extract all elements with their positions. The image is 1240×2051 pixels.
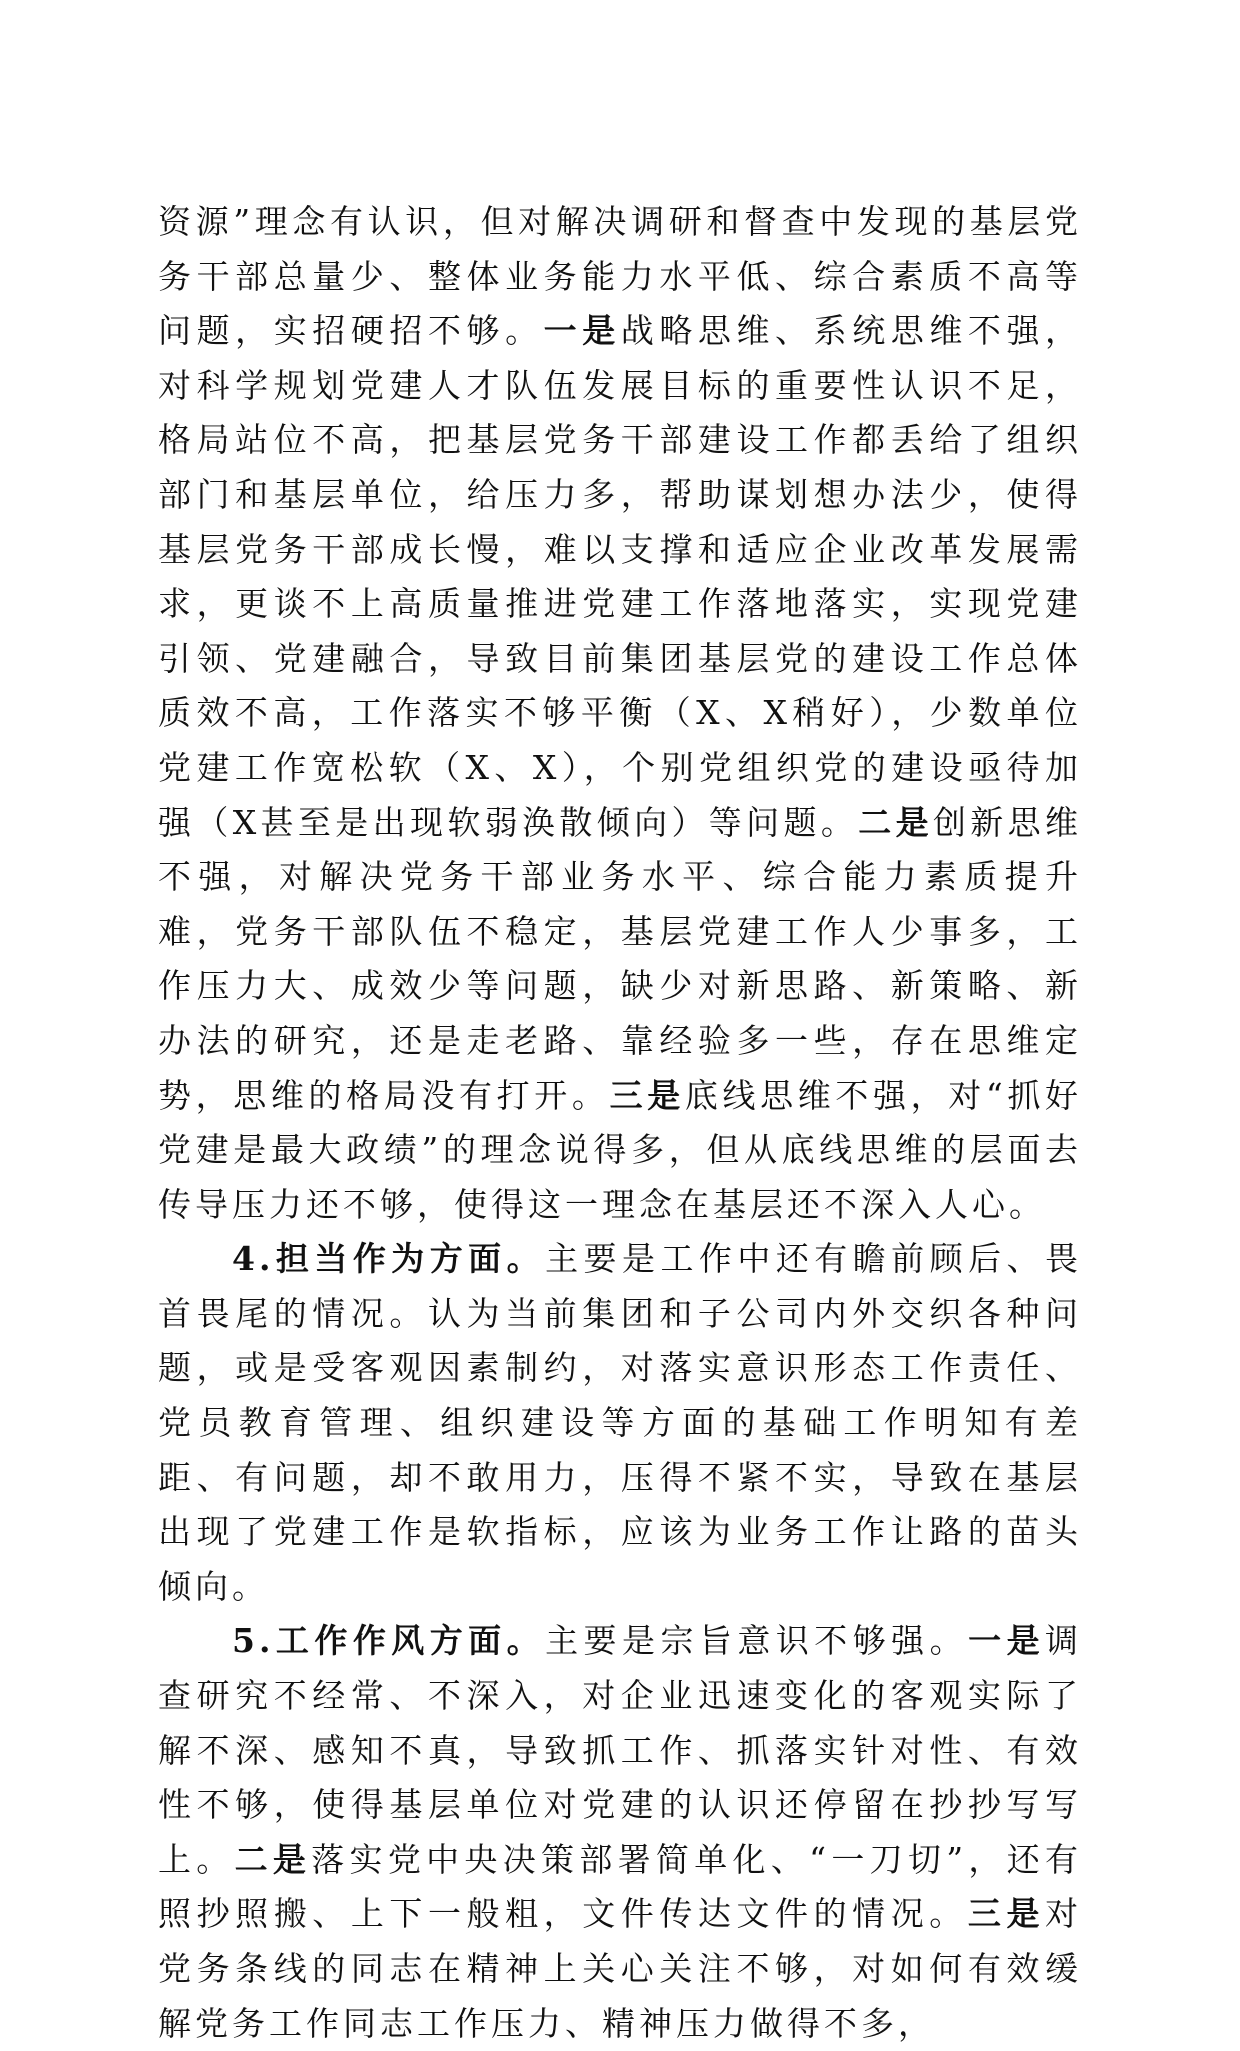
paragraph-text: 底线思维不强，对“抓好党建是最大政绩”的理念说得多，但从底线思维的层面去传导压力还不够，使得这一理念在基层还不深入人心。 <box>158 1075 1083 1224</box>
section-4-paragraph <box>158 1232 1082 1614</box>
paragraph-text: 战略思维、系统思维不强，对科学规划党建人才队伍发展目标的重要性认识不足，格局站位不高，把基层党务干部建设工作都丢给了组织部门和基层单位，给压力多，帮助谋划想办法少，使得基层党务干部成长慢，难以支撑和适应企业改革发展需求，更谈不上高质量推进党建工作落地落实，实现党建引领、党建融合，导致目前集团基层党的建设工作总体质效不高，工作落实不够平衡（X、X稍好），少数单位党建工作宽松软（X、X），个别党组织党的建设亟待加强（X甚至是出现软弱涣散倾向）等问题。 <box>158 311 1083 842</box>
bold-marker-third: 三是 <box>609 1075 685 1115</box>
paragraph-text: 资源”理念有认识，但对解决调研和督查中发现的基层党务干部总量少、整体业务能力水平低、综合素质不高等问题，实招硬招不够。 <box>158 202 1082 351</box>
bold-marker-second: 二是 <box>234 1839 312 1879</box>
section-4-heading: 4.担当作为方面。 <box>232 1239 546 1279</box>
bold-marker-first: 一是 <box>543 311 621 351</box>
paragraph-text: 调查研究不经常、不深入，对企业迅速变化的客观实际了解不深、感知不真，导致抓工作、抓落实针对性、有效性不够，使得基层单位对党建的认识还停留在抄抄写写上。 <box>158 1621 1083 1879</box>
bold-marker-first: 一是 <box>968 1621 1046 1661</box>
section-5-heading: 5.工作作风方面。 <box>232 1621 546 1661</box>
section-4-body: 主要是工作中还有瞻前顾后、畏首畏尾的情况。认为当前集团和子公司内外交织各种问题，或是受客观因素制约，对落实意识形态工作责任、党员教育管理、组织建设等方面的基础工作明知有差距、有问题，却不敢用力，压得不紧不实，导致在基层出现了党建工作是软指标，应该为业务工作让路的苗头倾向。 <box>158 1239 1083 1606</box>
paragraph-text: 落实党中央决策部署简单化、“一刀切”，还有照抄照搬、上下一般粗，文件传达文件的情况。 <box>158 1839 1083 1934</box>
paragraph-thinking-issues <box>158 195 1082 1232</box>
bold-marker-second: 二是 <box>858 802 933 842</box>
section-5-intro: 主要是宗旨意识不够强。 <box>545 1621 969 1661</box>
section-5-paragraph <box>158 1614 1082 2051</box>
paragraph-text: 对党务条线的同志在精神上关心关注不够，对如何有效缓解党务工作同志工作压力、精神压力做得不多， <box>158 1894 1083 2043</box>
bold-marker-third: 三是 <box>967 1894 1046 1934</box>
document-page <box>158 195 1082 2051</box>
paragraph-text: 创新思维不强，对解决党务干部业务水平、综合能力素质提升难，党务干部队伍不稳定，基层党建工作人少事多，工作压力大、成效少等问题，缺少对新思路、新策略、新办法的研究，还是走老路、靠经验多一些，存在思维定势，思维的格局没有打开。 <box>158 802 1083 1115</box>
